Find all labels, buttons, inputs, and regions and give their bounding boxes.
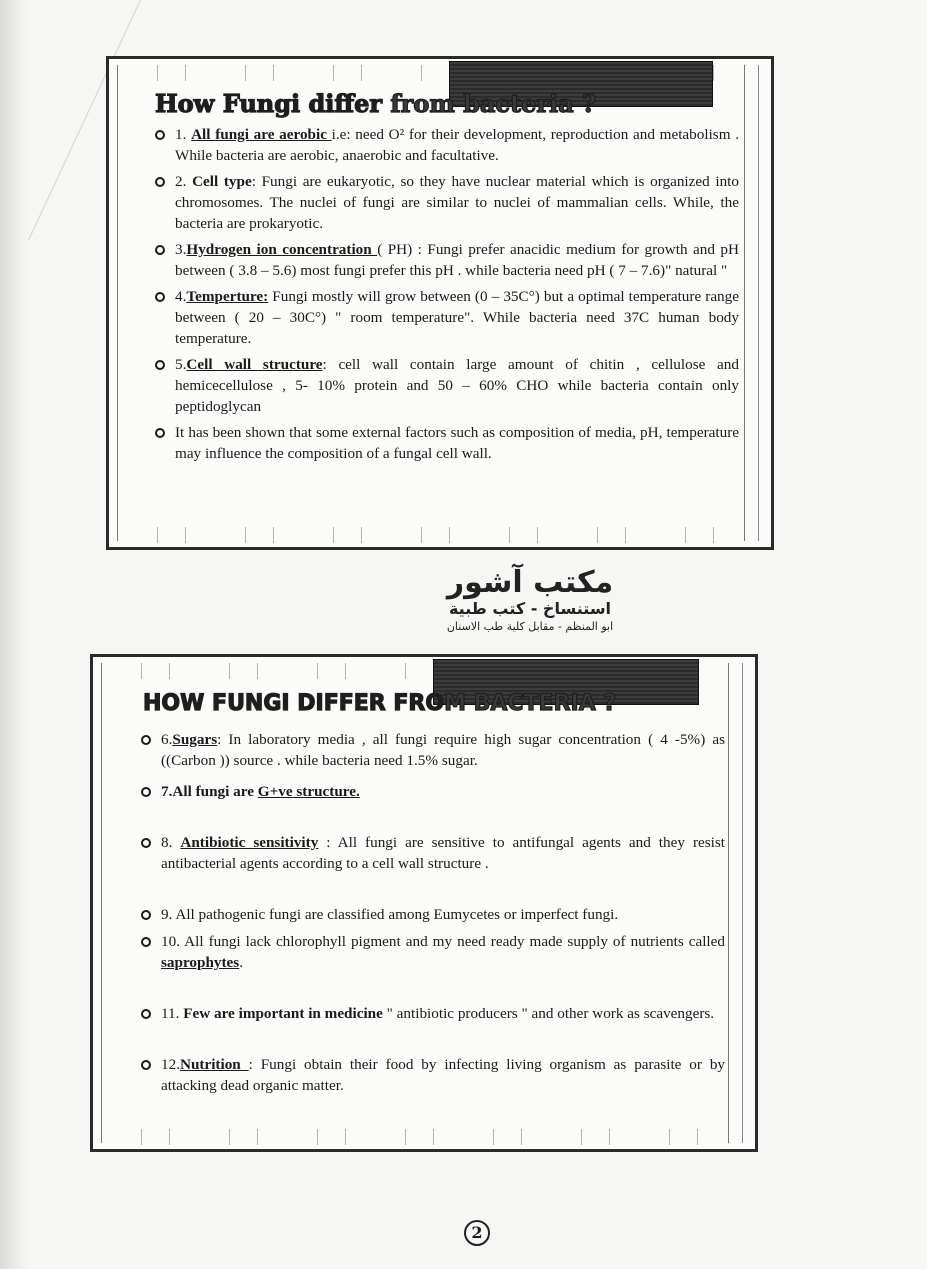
page-number: 2 [464,1220,490,1246]
slide-2-title [143,691,616,716]
library-stamp [410,567,650,635]
list-item: 7.All fungi are G+ve structure. [141,781,725,802]
list-item: 5.Cell wall structure: cell wall contain large amount of chitin , cellulose and hemicecellulose , 5- 10% protein and 50 – 60% CHO while bacteria contain only peptidoglycan [155,354,739,417]
slide-2-frame-line [742,663,743,1143]
slide-1-bottom-ticks [139,527,731,543]
slide-1 [106,56,774,550]
slide-1-title [155,89,596,118]
slide-1-frame-line [758,65,759,541]
list-item: 1. All fungi are aerobic i.e: need O² for their development, reproduction and metabolism . While bacteria are aerobic, anaerobic and facultative. [155,124,739,166]
stamp-title: مكتب آشور [446,565,614,600]
stamp-address: ابو المنظم - مقابل كلية طب الاسنان [446,620,614,633]
list-item: 11. Few are important in medicine " antibiotic producers " and other work as scavengers. [141,1003,725,1024]
list-item: 4.Temperture: Fungi mostly will grow between (0 – 35C°) but a optimal temperature range between ( 20 – 30C°) " room temperature". While bacteria need 37C human body temperature. [155,286,739,349]
slide-1-list [155,124,739,464]
list-item: 6.Sugars: In laboratory media , all fungi require high sugar concentration ( 4 -5%) as ((Carbon )) source . while bacteria need 1.5% sugar. [141,729,725,771]
list-item: 10. All fungi lack chlorophyll pigment and my need ready made supply of nutrients called saprophytes. [141,931,725,973]
slide-2-title-part-a: HOW FUNGI DIFFER FRO [143,691,445,716]
slide-1-title-part-b: from bacteria ? [390,89,597,118]
list-item: 3.Hydrogen ion concentration ( PH) : Fungi prefer anacidic medium for growth and pH between ( 3.8 – 5.6) most fungi prefer this pH . while bacteria need pH ( 7 – 7.6)" natural " [155,239,739,281]
slide-2 [90,654,758,1152]
list-item: It has been shown that some external factors such as composition of media, pH, temperature may influence the composition of a fungal cell wall. [155,422,739,464]
slide-2-list [141,729,725,1096]
slide-2-title-part-b: M BACTERIA ? [444,691,617,716]
list-item: 8. Antibiotic sensitivity : All fungi are sensitive to antifungal agents and they resist antibacterial agents according to a cell wall structure . [141,832,725,874]
slide-1-title-part-a: How Fungi differ [155,89,391,118]
list-item: 12.Nutrition : Fungi obtain their food by infecting living organism as parasite or by attacking dead organic matter. [141,1054,725,1096]
list-item: 2. Cell type: Fungi are eukaryotic, so they have nuclear material which is organized into chromosomes. The nuclei of fungi are similar to nuclei of mammalian cells. While, the bacteria are prokaryotic. [155,171,739,234]
slide-2-bottom-ticks [123,1129,715,1145]
stamp-subtitle: استنساخ - كتب طبية [448,599,612,618]
list-item: 9. All pathogenic fungi are classified among Eumycetes or imperfect fungi. [141,904,725,925]
